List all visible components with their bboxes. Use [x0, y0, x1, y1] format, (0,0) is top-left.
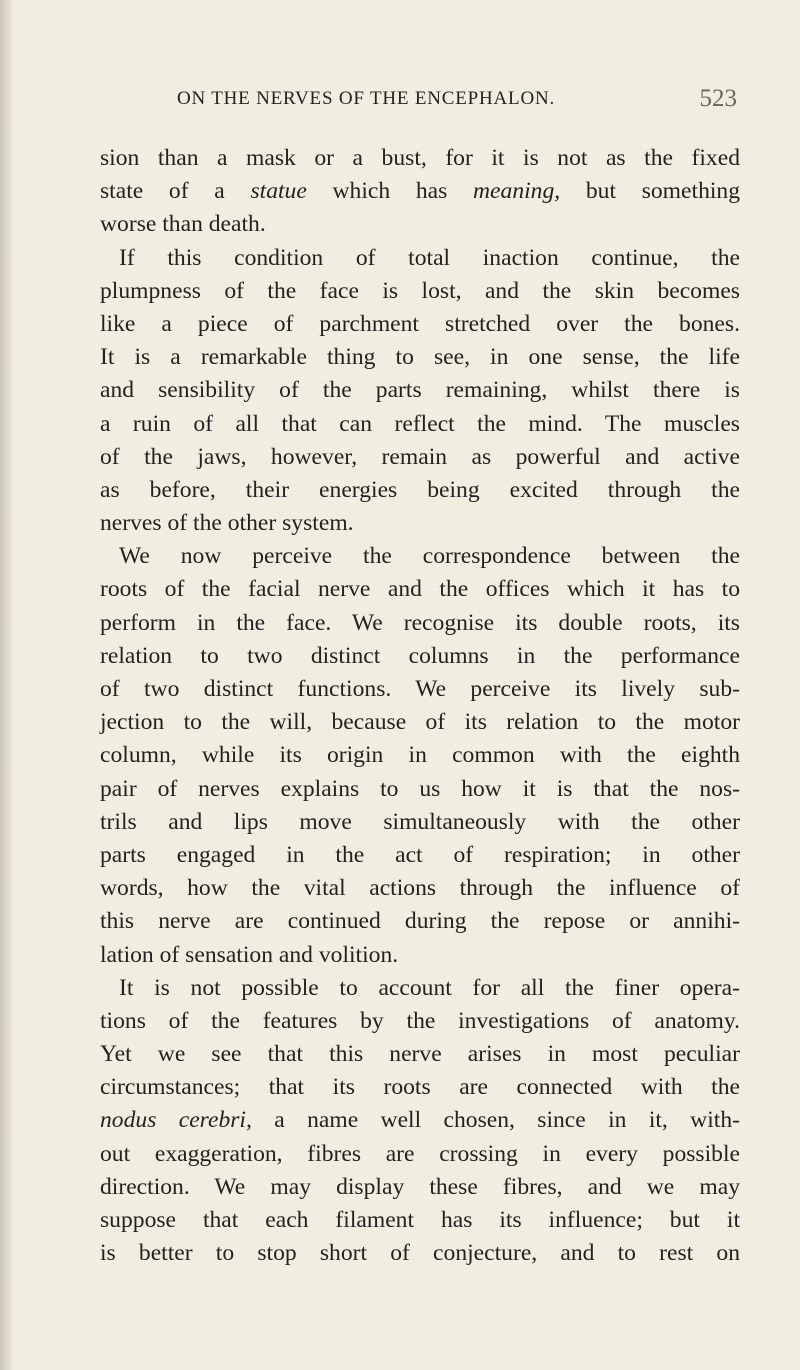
text-line: a ruin of all that can reflect the mind. The muscles	[100, 410, 740, 437]
text-line: plumpness of the face is lost, and the skin becomes	[100, 277, 740, 304]
text-line: trils and lips move simultaneously with the other	[100, 808, 740, 835]
text-line: direction. We may display these fibres, and we may	[100, 1173, 740, 1200]
text-line: sion than a mask or a bust, for it is not as the fixed	[100, 145, 740, 171]
text-line: Yet we see that this nerve arises in most peculiar	[100, 1041, 740, 1068]
text-line: relation to two distinct columns in the performance	[100, 642, 740, 669]
text-line: this nerve are continued during the repose or annihi-	[100, 908, 740, 935]
text-line: parts engaged in the act of respiration; in other	[100, 841, 740, 868]
text-line: circumstances; that its roots are connected with the	[100, 1074, 740, 1101]
text-line: words, how the vital actions through the influence of	[100, 875, 740, 902]
text-line: state of a statue which has meaning, but something	[100, 178, 741, 205]
text-line: It is a remarkable thing to see, in one sense, the life	[100, 344, 740, 371]
text-line: perform in the face. We recognise its double roots, its	[100, 609, 740, 636]
text-line: of the jaws, however, remain as powerful and active	[100, 443, 740, 470]
text-line: jection to the will, because of its relation to the motor	[100, 709, 740, 736]
text-line: as before, their energies being excited through the	[100, 476, 740, 503]
emphasis: statue	[250, 178, 307, 205]
page-header	[177, 85, 737, 122]
running-title: ON THE NERVES OF THE ENCEPHALON.	[177, 88, 556, 109]
text-line: lation of sensation and volition.	[100, 941, 399, 968]
text-line: worse than death.	[100, 211, 266, 238]
text-line: out exaggeration, fibres are crossing in every possible	[100, 1140, 740, 1167]
page-number: 523	[699, 85, 737, 112]
text-line: pair of nerves explains to us how it is that the nos-	[100, 775, 740, 802]
text-line: We now perceive the correspondence between the	[119, 543, 740, 570]
text-line: tions of the features by the investigations of anatomy.	[100, 1007, 740, 1034]
text-line: suppose that each filament has its influence; but it	[100, 1207, 740, 1233]
text-line: column, while its origin in common with the eighth	[100, 742, 740, 769]
text-line: roots of the facial nerve and the offices which it has to	[100, 576, 740, 603]
text-line: of two distinct functions. We perceive its lively sub-	[100, 676, 740, 702]
text-line: like a piece of parchment stretched over the bones.	[100, 310, 740, 337]
emphasis: meaning,	[473, 178, 561, 205]
text-line: If this condition of total inaction continue, the	[119, 244, 740, 271]
text-line: nerves of the other system.	[100, 510, 354, 537]
text-line: and sensibility of the parts remaining, whilst there is	[100, 377, 740, 404]
text-line: nodus cerebri, a name well chosen, since in it, with-	[100, 1107, 740, 1134]
emphasis: nodus cerebri,	[100, 1107, 252, 1134]
body-text	[100, 142, 740, 1270]
text-line: is better to stop short of conjecture, and to rest on	[100, 1240, 740, 1267]
text-line: It is not possible to account for all the finer opera-	[119, 974, 740, 1001]
